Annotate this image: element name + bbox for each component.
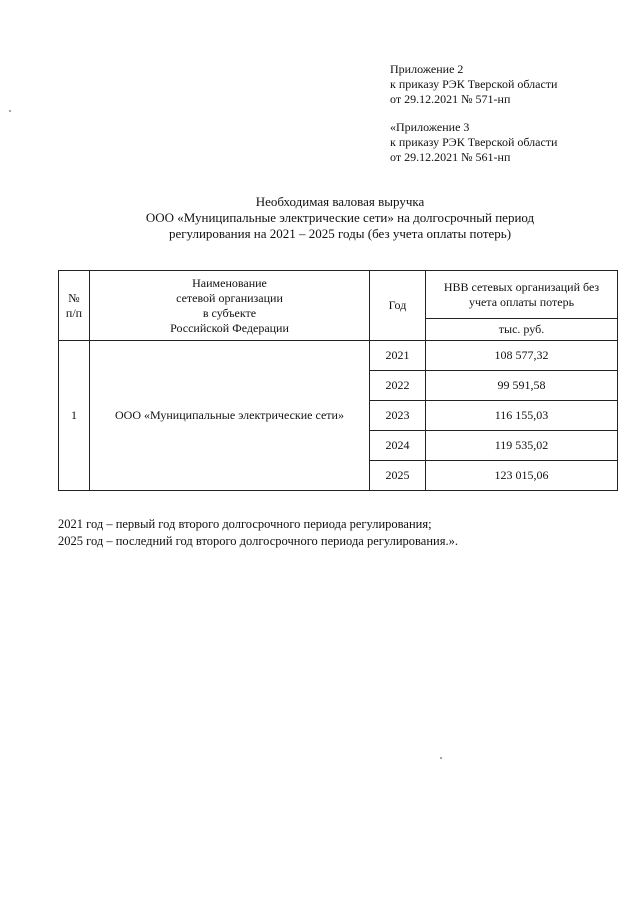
footnote-line: 2021 год – первый год второго долгосрочного периода регулирования; [58, 517, 432, 531]
year-cell: 2021 [370, 341, 426, 371]
annex-order: к приказу РЭК Тверской области [390, 135, 558, 149]
annex-date: от 29.12.2021 № 561-нп [390, 150, 511, 164]
annex-order: к приказу РЭК Тверской области [390, 77, 558, 91]
value-cell: 123 015,06 [426, 461, 618, 491]
header-unit: тыс. руб. [426, 319, 618, 341]
year-cell: 2023 [370, 401, 426, 431]
value-cell: 108 577,32 [426, 341, 618, 371]
scan-speck [9, 110, 11, 112]
organization-name: ООО «Муниципальные электрические сети» [90, 341, 370, 491]
table-row [59, 341, 618, 371]
document-title [60, 194, 620, 242]
annex-date: от 29.12.2021 № 571-нп [390, 92, 511, 106]
title-line: ООО «Муниципальные электрические сети» на долгосрочный период [145, 210, 535, 225]
header-year: Год [370, 271, 426, 341]
header-nvv: НВВ сетевых организаций без учета оплаты потерь [426, 271, 618, 319]
title-line: регулирования на 2021 – 2025 годы (без учета оплаты потерь) [168, 226, 512, 241]
annex-reference-original [390, 120, 557, 165]
title-line: Необходимая валовая выручка [255, 194, 425, 209]
annex-title: «Приложение 3 [390, 120, 470, 134]
year-cell: 2022 [370, 371, 426, 401]
annex-title: Приложение 2 [390, 62, 464, 76]
value-cell: 116 155,03 [426, 401, 618, 431]
value-cell: 119 535,02 [426, 431, 618, 461]
row-number: 1 [59, 341, 90, 491]
scan-speck [440, 757, 442, 759]
table-header-row [59, 271, 618, 319]
annex-reference-current [390, 62, 557, 107]
footnotes [58, 516, 458, 550]
year-cell: 2024 [370, 431, 426, 461]
year-cell: 2025 [370, 461, 426, 491]
header-number: № п/п [59, 271, 90, 341]
footnote-line: 2025 год – последний год второго долгосрочного периода регулирования.». [58, 534, 458, 548]
header-organization: Наименование сетевой организации в субъекте Российской Федерации [90, 271, 370, 341]
nvv-table [58, 270, 618, 491]
value-cell: 99 591,58 [426, 371, 618, 401]
